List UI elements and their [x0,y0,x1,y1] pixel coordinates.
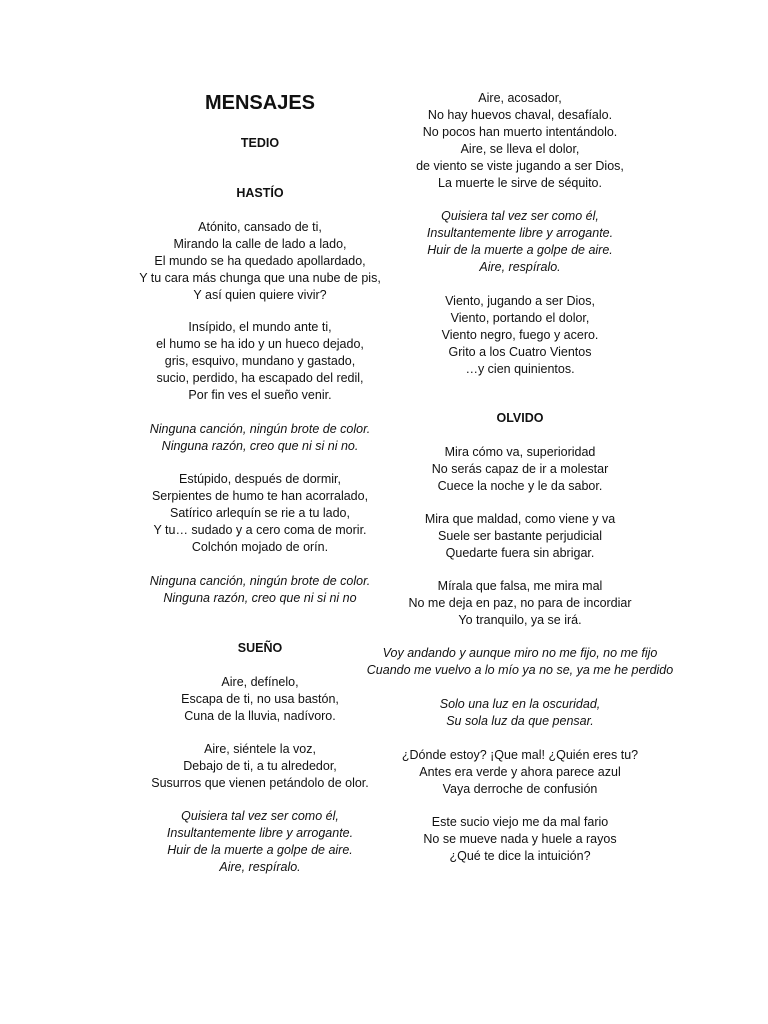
verse-line: Aire, defínelo, [221,675,299,689]
verse-line: No me deja en paz, no para de incordiar [408,596,632,610]
verse-line: Viento negro, fuego y acero. [441,328,599,342]
verse-line: Huir de la muerte a golpe de aire. [427,243,613,257]
verse-line: No hay huevos chaval, desafíalo. [427,108,613,122]
verse-line: el humo se ha ido y un hueco dejado, [156,337,364,351]
stanza [320,444,720,495]
verse-line: gris, esquivo, mundano y gastado, [164,354,356,368]
verse-line: Quedarte fuera sin abrigar. [445,546,595,560]
verse-line: Huir de la muerte a golpe de aire. [167,843,353,857]
verse-line: Vaya derroche de confusión [442,782,598,796]
verse-line: No serás capaz de ir a molestar [431,462,609,476]
verse-line: La muerte le sirve de séquito. [438,176,602,190]
verse-line: Aire, acosador, [478,91,562,105]
verse-line: Suele ser bastante perjudicial [438,529,602,543]
verse-line: Quisiera tal vez ser como él, [441,209,599,223]
stanza [320,747,720,798]
verse-line: Mírala que falsa, me mira mal [437,579,603,593]
verse-line: Quisiera tal vez ser como él, [181,809,339,823]
refrain-stanza [320,696,720,730]
verse-line: sucio, perdido, ha escapado del redil, [156,371,364,385]
verse-line: Colchón mojado de orín. [191,540,329,554]
verse-line: de viento se viste jugando a ser Dios, [416,159,624,173]
verse-line: Cuando me vuelvo a lo mío ya no se, ya me he perdido [366,663,674,677]
verse-line: Voy andando y aunque miro no me fijo, no me fijo [382,646,658,660]
refrain-stanza [320,645,720,679]
stanza [320,511,720,562]
verse-line: Yo tranquilo, ya se irá. [458,613,582,627]
verse-line: Mira que maldad, como viene y va [424,512,616,526]
verse-line: No pocos han muerto intentándolo. [422,125,618,139]
verse-line: Satírico arlequín se rie a tu lado, [170,506,350,520]
verse-line: Viento, jugando a ser Dios, [445,294,595,308]
verse-line: ¿Dónde estoy? ¡Que mal! ¿Quién eres tu? [401,748,639,762]
verse-line: Serpientes de humo te han acorralado, [151,489,369,503]
verse-line: Atónito, cansado de ti, [198,220,322,234]
verse-line: Solo una luz en la oscuridad, [439,697,601,711]
verse-line: Cuna de la lluvia, nadívoro. [184,709,336,723]
verse-line: Y tu… sudado y a cero coma de morir. [153,523,367,537]
stanza [320,90,720,192]
verse-line: Ninguna canción, ningún brote de color. [149,574,371,588]
verse-line: Aire, respíralo. [479,260,561,274]
verse-line: Este sucio viejo me da mal fario [431,815,609,829]
verse-line: El mundo se ha quedado apollardado, [154,254,366,268]
verse-line: Mira cómo va, superioridad [444,445,596,459]
verse-line: Su sola luz da que pensar. [446,714,594,728]
verse-line: Aire, siéntele la voz, [204,742,316,756]
verse-line: Susurros que vienen petándolo de olor. [151,776,369,790]
verse-line: Ninguna razón, creo que ni si ni no [163,591,357,605]
page-title: MENSAJES [204,92,316,114]
verse-line: Insípido, el mundo ante ti, [188,320,332,334]
verse-line: Insultantemente libre y arrogante. [166,826,354,840]
section-heading-olvido: OLVIDO [496,411,544,425]
verse-line: Mirando la calle de lado a lado, [173,237,347,251]
verse-line: Escapa de ti, no usa bastón, [181,692,339,706]
section-heading-hastio: HASTÍO [236,186,284,200]
stanza [320,293,720,378]
verse-line: …y cien quinientos. [465,362,575,376]
verse-line: ¿Qué te dice la intuición? [449,849,591,863]
section-heading-tedio: TEDIO [240,136,280,150]
verse-line: Antes era verde y ahora parece azul [419,765,621,779]
stanza [320,814,720,865]
verse-line: Viento, portando el dolor, [450,311,590,325]
verse-line: Aire, se lleva el dolor, [460,142,580,156]
verse-line: Aire, respíralo. [219,860,301,874]
verse-line: Cuece la noche y le da sabor. [437,479,603,493]
verse-line: Y así quien quiere vivir? [193,288,327,302]
verse-line: Grito a los Cuatro Vientos [448,345,592,359]
refrain-stanza [320,208,720,276]
verse-line: Y tu cara más chunga que una nube de pis, [139,271,381,285]
stanza [320,578,720,629]
verse-line: Insultantemente libre y arrogante. [426,226,614,240]
verse-line: Debajo de ti, a tu alrededor, [183,759,337,773]
verse-line: Ninguna razón, creo que ni si ni no. [161,439,359,453]
verse-line: Estúpido, después de dormir, [179,472,341,486]
verse-line: Ninguna canción, ningún brote de color. [149,422,371,436]
verse-line: No se mueve nada y huele a rayos [423,832,617,846]
verse-line: Por fin ves el sueño venir. [188,388,332,402]
section-heading-sueno: SUEÑO [237,641,283,655]
